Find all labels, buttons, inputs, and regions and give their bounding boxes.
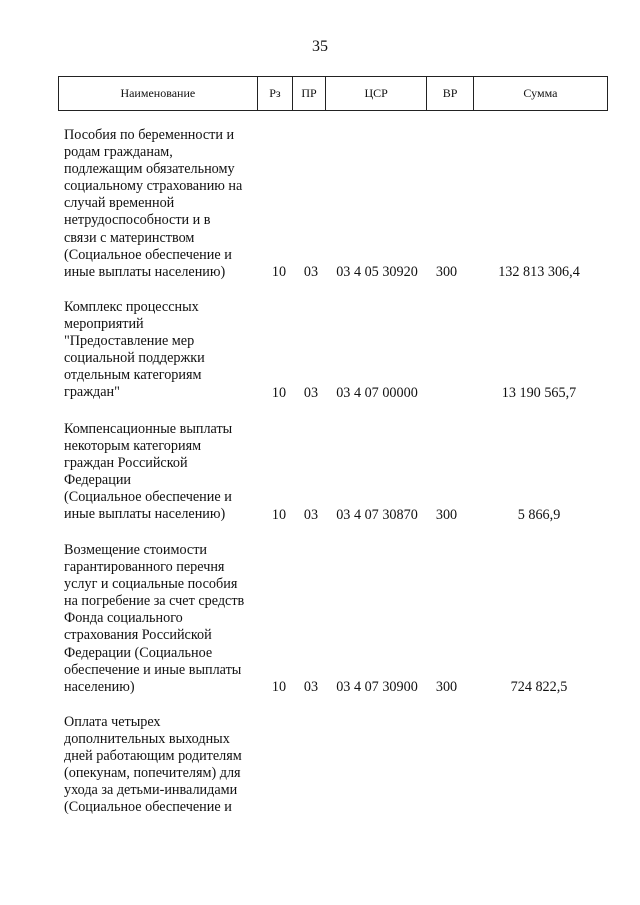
page-number: 35 — [312, 38, 328, 55]
row-name: Компенсационные выплаты некоторым категориям граждан Российской Федерации (Социальное обеспечение и иные выплаты населению) — [64, 421, 233, 523]
header-vr: ВР — [427, 77, 473, 111]
row-pr: 03 — [303, 507, 319, 523]
row-csr: 03 4 07 00000 — [336, 385, 418, 401]
row-csr: 03 4 07 30870 — [336, 507, 418, 523]
row-rz: 10 — [271, 679, 287, 695]
row-vr: 300 — [435, 679, 458, 695]
header-name: Наименование — [59, 77, 258, 111]
row-name: Пособия по беременности и родам гражданам, подлежащим обязательному социальному страхованию на случай временной нетрудоспособности и в связи с материнством (Социальное обеспечение и иные выплаты населению) — [64, 127, 243, 280]
row-sum: 724 822,5 — [510, 679, 568, 695]
row-sum: 13 190 565,7 — [501, 385, 577, 401]
header-csr: ЦСР — [325, 77, 427, 111]
row-name: Оплата четырех дополнительных выходных дней работающим родителям (опекунам, попечителям) для ухода за детьми-инвалидами (Социальное обеспечение и — [64, 714, 242, 816]
header-pr: ПР — [293, 77, 326, 111]
header-rz: Рз — [257, 77, 293, 111]
header-sum: Сумма — [473, 77, 607, 111]
row-sum: 132 813 306,4 — [498, 264, 580, 280]
row-sum: 5 866,9 — [517, 507, 561, 523]
row-csr: 03 4 07 30900 — [336, 679, 418, 695]
row-rz: 10 — [271, 264, 287, 280]
row-pr: 03 — [303, 679, 319, 695]
table-header — [58, 76, 608, 111]
row-pr: 03 — [303, 264, 319, 280]
row-name: Комплекс процессных мероприятий "Предоставление мер социальной поддержки отдельным категориям граждан" — [64, 299, 205, 401]
row-pr: 03 — [303, 385, 319, 401]
row-vr: 300 — [435, 264, 458, 280]
row-csr: 03 4 05 30920 — [336, 264, 418, 280]
row-rz: 10 — [271, 385, 287, 401]
row-rz: 10 — [271, 507, 287, 523]
row-vr: 300 — [435, 507, 458, 523]
row-name: Возмещение стоимости гарантированного перечня услуг и социальные пособия на погребение за счет средств Фонда социального страхования Российской Федерации (Социальное обеспечение и иные выплаты населению) — [64, 542, 245, 695]
